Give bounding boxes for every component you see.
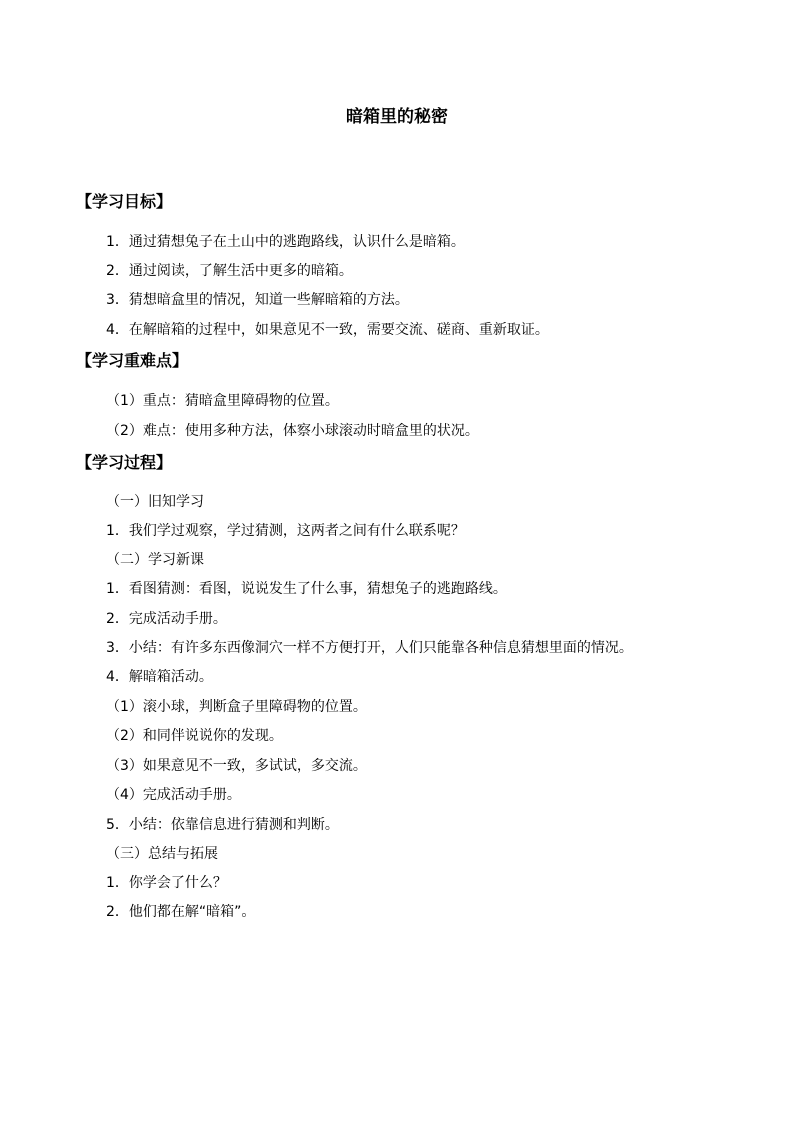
process-item: 1．我们学过观察，学过猜测，这两者之间有什么联系呢？ [106, 523, 465, 539]
process-subitem: （2）和同伴说说你的发现。 [106, 728, 283, 744]
key-point-item-1: （1）重点：猜暗盒里障碍物的位置。 [106, 393, 339, 409]
process-subitem: （3）如果意见不一致，多试试，多交流。 [106, 758, 367, 774]
goal-item-1: 1．通过猜想兔子在土山中的逃跑路线，认识什么是暗箱。 [106, 234, 465, 250]
process-item: 5．小结：依靠信息进行猜测和判断。 [106, 817, 339, 833]
goal-item-4: 4．在解暗箱的过程中，如果意见不一致，需要交流、磋商、重新取证。 [106, 322, 549, 338]
goal-item-2: 2．通过阅读，了解生活中更多的暗箱。 [106, 263, 353, 279]
process-item: 4．解暗箱活动。 [106, 669, 213, 685]
process-subheading-review: （一）旧知学习 [106, 494, 204, 510]
process-subheading-summary: （三）总结与拓展 [106, 846, 218, 862]
process-item: 1．你学会了什么？ [106, 875, 227, 891]
process-subitem: （4）完成活动手册。 [106, 787, 241, 803]
goal-item-3: 3．猜想暗盒里的情况，知道一些解暗箱的方法。 [106, 292, 409, 308]
process-subheading-new-lesson: （二）学习新课 [106, 552, 204, 568]
section-heading-learning-goals: 【学习目标】 [76, 192, 173, 211]
process-item: 3．小结：有许多东西像洞穴一样不方便打开，人们只能靠各种信息猜想里面的情况。 [106, 640, 633, 656]
process-subitem: （1）滚小球，判断盒子里障碍物的位置。 [106, 699, 367, 715]
process-item: 1．看图猜测：看图，说说发生了什么事，猜想兔子的逃跑路线。 [106, 581, 507, 597]
process-item: 2．完成活动手册。 [106, 611, 227, 627]
section-heading-learning-process: 【学习过程】 [76, 453, 173, 472]
section-heading-key-points: 【学习重难点】 [76, 351, 189, 370]
document-title: 暗箱里的秘密 [346, 107, 448, 127]
key-point-item-2: （2）难点：使用多种方法，体察小球滚动时暗盒里的状况。 [106, 423, 479, 439]
process-item: 2．他们都在解“暗箱”。 [106, 904, 256, 920]
